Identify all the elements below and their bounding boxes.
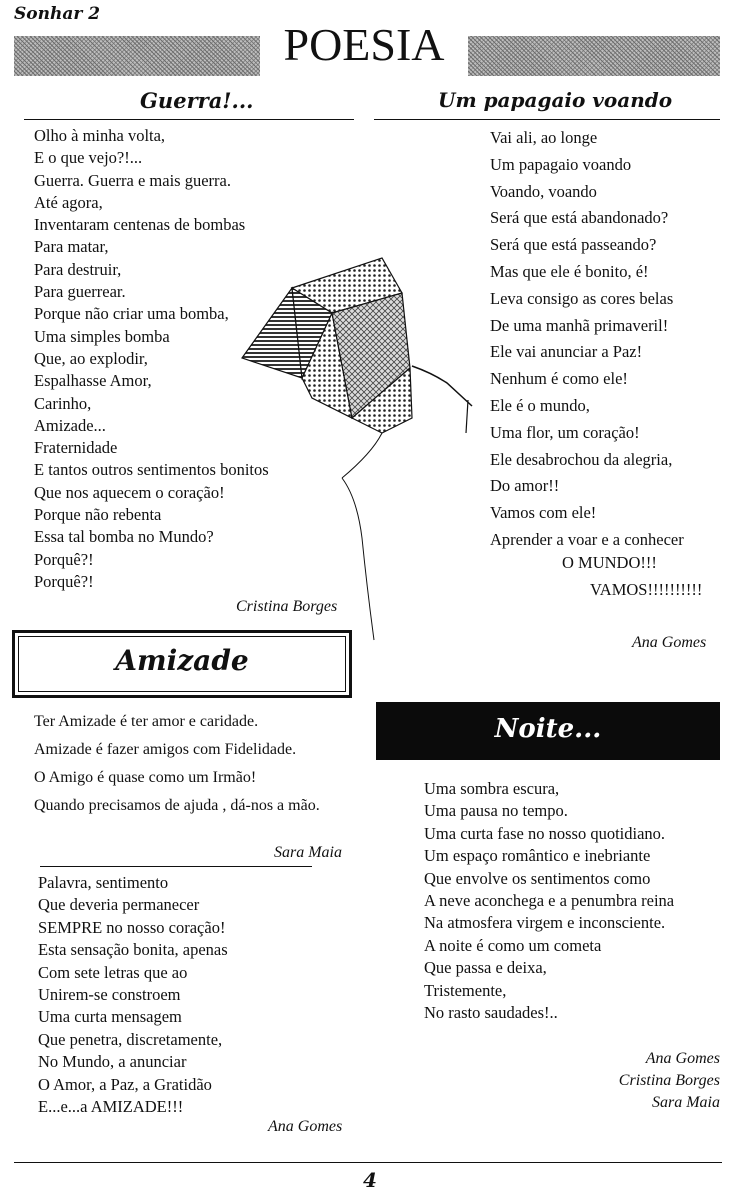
poem-line: Para destruir, <box>34 259 122 279</box>
poem-line: Ele vai anunciar a Paz! <box>490 342 643 362</box>
poem-line: Será que está abandonado? <box>490 208 669 228</box>
poem-line: Tristemente, <box>424 980 507 1000</box>
poem-line: Até agora, <box>34 192 103 212</box>
poem-author-amizade: Sara Maia <box>274 844 342 861</box>
footer-rule <box>14 1162 722 1163</box>
poem-line: Uma curta mensagem <box>38 1007 182 1027</box>
poem-line: Um papagaio voando <box>490 154 632 174</box>
divider-amizade <box>40 866 312 867</box>
poem-line: Para matar, <box>34 237 109 257</box>
kite-illustration <box>232 248 482 648</box>
poem-palavra-lines <box>38 872 228 1118</box>
poem-line: Mas que ele é bonito, é! <box>490 261 649 281</box>
poem-line: Que passa e deixa, <box>424 958 547 978</box>
poem-line: Com sete letras que ao <box>38 962 188 982</box>
poem-line: Que deveria permanecer <box>38 895 200 915</box>
poem-line: Uma pausa no tempo. <box>424 801 568 821</box>
page-number: 4 <box>363 1168 377 1192</box>
poem-closing-line: O MUNDO!!! <box>562 553 657 572</box>
poem-line: Do amor!! <box>490 476 560 496</box>
poem-line: Uma flor, um coração! <box>490 422 640 442</box>
poem-title-noite: Noite... <box>494 714 602 744</box>
section-title: POESIA <box>283 19 445 70</box>
poem-line: Aprender a voar e a conhecer <box>490 529 684 549</box>
header-hatch-right <box>468 36 720 76</box>
poem-line: De uma manhã primaveril! <box>490 315 669 335</box>
poem-line: Porque não criar uma bomba, <box>34 304 229 324</box>
poem-line: Voando, voando <box>490 181 597 201</box>
poem-line: A noite é como um cometa <box>424 935 602 955</box>
poem-line: Inventaram centenas de bombas <box>34 215 246 235</box>
poem-line: Que nos aquecem o coração! <box>34 482 225 502</box>
poem-title-guerra: Guerra!... <box>140 88 254 113</box>
header-hatch-left <box>14 36 260 76</box>
poem-line: A neve aconchega e a penumbra reina <box>424 891 675 911</box>
poem-line: Carinho, <box>34 393 92 413</box>
poem-line: Um espaço romântico e inebriante <box>424 846 651 866</box>
poem-author-noite: Ana Gomes <box>645 1050 720 1067</box>
poem-closing-line: VAMOS!!!!!!!!!! <box>590 580 703 599</box>
poem-title-papagaio: Um papagaio voando <box>438 88 673 112</box>
poem-line: Palavra, sentimento <box>38 873 169 892</box>
poem-line: E tantos outros sentimentos bonitos <box>34 460 269 480</box>
poem-line: Para guerrear. <box>34 282 126 302</box>
poem-line: Guerra. Guerra e mais guerra. <box>34 170 231 190</box>
poem-line: Ele desabrochou da alegria, <box>490 449 673 469</box>
poem-line: Amizade... <box>34 415 106 435</box>
poem-line: Fraternidade <box>34 438 118 458</box>
poem-line: Leva consigo as cores belas <box>490 288 674 308</box>
poem-title-amizade: Amizade <box>115 644 249 677</box>
poem-line: E...e...a AMIZADE!!! <box>38 1097 184 1117</box>
poem-line: Ele é o mundo, <box>490 395 590 415</box>
poem-noite-lines <box>424 778 674 1024</box>
poem-line: Espalhasse Amor, <box>34 371 152 391</box>
poem-line: Porquê?! <box>34 549 94 569</box>
divider-guerra <box>24 119 354 120</box>
poem-line: Porquê?! <box>34 571 94 591</box>
poem-line: SEMPRE no nosso coração! <box>38 917 226 937</box>
poem-author-palavra: Ana Gomes <box>268 1118 343 1135</box>
poem-line: Que penetra, discretamente, <box>38 1029 223 1049</box>
poem-line: Porque não rebenta <box>34 505 162 525</box>
poem-author-papagaio: Ana Gomes <box>632 634 707 651</box>
poem-papagaio-lines <box>490 125 684 554</box>
poem-line: Olho à minha volta, <box>34 126 166 145</box>
poem-line: Amizade é fazer amigos com Fidelidade. <box>34 741 297 758</box>
poem-line: Quando precisamos de ajuda , dá-nos a mão. <box>34 797 320 814</box>
poem-line: Uma sombra escura, <box>424 779 560 798</box>
poem-line: O Amigo é quase como um Irmão! <box>34 769 257 786</box>
poem-line: Na atmosfera virgem e inconsciente. <box>424 913 666 933</box>
poem-line: Será que está passeando? <box>490 235 657 255</box>
poem-line: Esta sensação bonita, apenas <box>38 940 228 960</box>
poem-line: Uma curta fase no nosso quotidiano. <box>424 823 666 843</box>
poem-line: Vamos com ele! <box>490 503 597 523</box>
poem-line: Ter Amizade é ter amor e caridade. <box>34 713 259 730</box>
poem-line: E o que vejo?!... <box>34 148 143 168</box>
magazine-name: Sonhar 2 <box>14 4 101 24</box>
poem-line: Que envolve os sentimentos como <box>424 868 651 888</box>
poem-line: Que, ao explodir, <box>34 348 148 368</box>
poem-line: O Amor, a Paz, a Gratidão <box>38 1074 212 1094</box>
poem-author-noite: Cristina Borges <box>618 1072 720 1089</box>
poem-author-noite: Sara Maia <box>652 1094 720 1111</box>
poem-amizade-lines <box>34 708 320 820</box>
poem-line: Uma simples bomba <box>34 326 170 346</box>
poem-line: No rasto saudades!.. <box>424 1003 558 1023</box>
poem-line: Essa tal bomba no Mundo? <box>34 527 214 547</box>
poem-line: Unirem-se constroem <box>38 985 181 1005</box>
divider-papagaio <box>374 119 720 120</box>
poem-line: Vai ali, ao longe <box>490 128 598 147</box>
poem-author-guerra: Cristina Borges <box>236 598 338 615</box>
poem-line: No Mundo, a anunciar <box>38 1052 187 1072</box>
poem-line: Nenhum é como ele! <box>490 369 628 389</box>
